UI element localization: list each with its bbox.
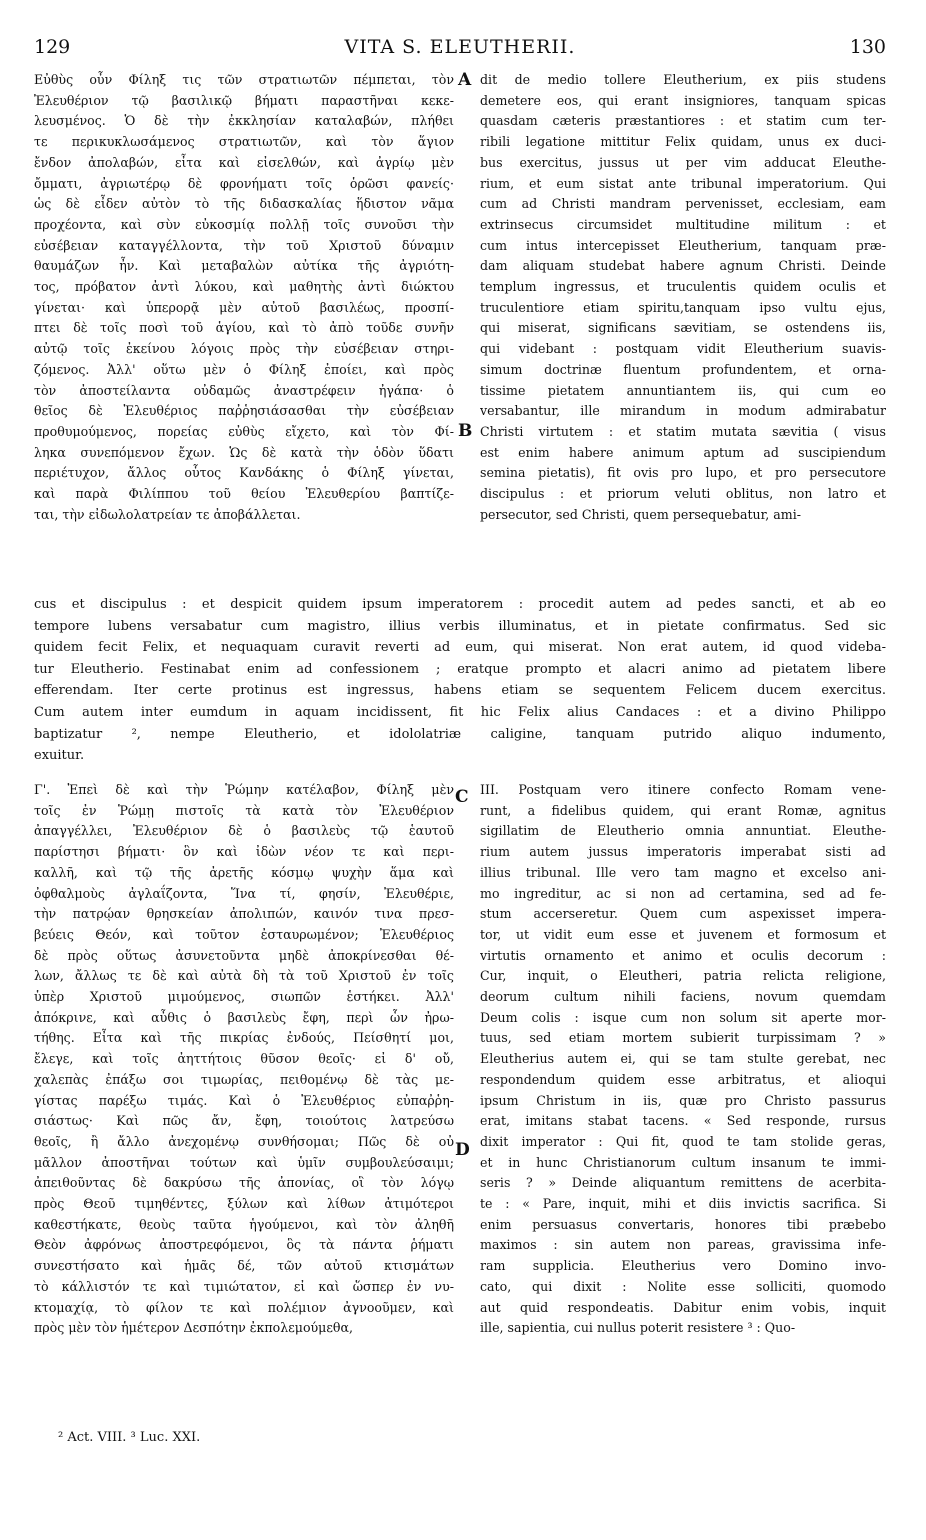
page-number-left: 129 bbox=[34, 36, 71, 58]
latin-text-line: ille, sapientia, cui nullus poterit resistere ³ : Quo- bbox=[480, 1320, 796, 1336]
latin-text-line: baptizatur ², nempe Eleutherio, et idololatriæ caligine, tanquam putrido aliquo indumento, bbox=[34, 726, 886, 742]
margin-marker-d: D bbox=[455, 1140, 470, 1160]
greek-text-line: συνεστήσατο καὶ ἡμᾶς δέ, τῶν αὐτοῦ κτισμάτων bbox=[34, 1258, 454, 1274]
latin-text-line: ram supplicia. Eleutherius vero Domino invo- bbox=[480, 1258, 886, 1274]
latin-text-line: sigillatim de Eleutherio omnia annuntiat. Eleuthe- bbox=[480, 823, 886, 839]
greek-text-line: μᾶλλον ἀποστῆναι τούτων καὶ ὑμῖν συμβουλεύσαιμι; bbox=[34, 1154, 454, 1170]
greek-column-bottom bbox=[34, 780, 454, 1339]
greek-text-line: παρίστησι βήματι· ὃν καὶ ἰδὼν νέον τε καὶ περι- bbox=[34, 844, 454, 860]
latin-text-line: demetere eos, qui erant insigniores, tanquam spicas bbox=[480, 92, 886, 108]
greek-text-line: χαλεπὰς ἐπάξω σοι τιμωρίας, πειθομένῳ δὲ τὰς με- bbox=[34, 1071, 454, 1087]
latin-text-line: cum ad Christi mandram pervenisset, ecclesiam, eam bbox=[480, 196, 886, 212]
latin-text-line: est enim habere animum aptum ad suscipiendum bbox=[480, 444, 886, 460]
greek-text-line: τήθης. Εἶτα καὶ τῆς πικρίας ἐνδούς, Πείσθητί μοι, bbox=[34, 1030, 454, 1046]
latin-text-line: Eleutherius autem ei, qui se tam stulte gerebat, nec bbox=[480, 1051, 886, 1067]
latin-text-line: quasdam cæteris præstantiores : et statim cum ter- bbox=[480, 113, 886, 129]
greek-text-line: λων, ἄλλως τε δὲ καὶ αὐτὰ δὴ τὰ τοῦ Χριστοῦ ἐν τοῖς bbox=[34, 968, 454, 984]
greek-text-line: ὄμματι, ἀγριωτέρῳ δὲ φρονήματι τοῖς ὁρῶσι φανείς· bbox=[34, 175, 454, 191]
latin-column-top bbox=[480, 70, 886, 525]
latin-full-width-paragraph bbox=[34, 594, 886, 767]
greek-text-line: γίνεται· καὶ ὑπερορᾷ μὲν αὐτοῦ βασιλέως, προσπί- bbox=[34, 299, 454, 315]
latin-text-line: dit de medio tollere Eleutherium, ex piis studens bbox=[480, 72, 886, 87]
greek-text-line: γίστας παρέξω τιμάς. Καὶ ὁ Ἐλευθέριος εὐπαῤῥη- bbox=[34, 1092, 454, 1108]
latin-text-line: tuus, sed etiam mortem subierit turpissimam ? » bbox=[480, 1030, 886, 1046]
latin-text-line: rium, et eum sistat ante tribunal imperatorium. Qui bbox=[480, 175, 886, 191]
latin-text-line: cato, qui dixit : Nolite esse solliciti, quomodo bbox=[480, 1278, 886, 1294]
latin-text-line: runt, a fidelibus quidem, qui erant Romæ, agnitus bbox=[480, 802, 886, 818]
latin-text-line: Cur, inquit, o Eleutheri, patria relicta religione, bbox=[480, 968, 886, 984]
latin-text-line: seris ? » Deinde aliquantum remittens de acerbita- bbox=[480, 1175, 886, 1191]
greek-text-line: Ἐλευθέριον τῷ βασιλικῷ βήματι παραστῆναι κεκε- bbox=[34, 92, 454, 108]
greek-text-line: θαυμάζων ἦν. Καὶ μεταβαλὼν αὐτίκα τῆς ἀγριότη- bbox=[34, 258, 454, 274]
greek-text-line: λευσμένος. Ὁ δὲ τὴν ἐκκλησίαν καταλαβών, πλήθει bbox=[34, 113, 454, 129]
latin-text-line: te : « Pare, inquit, mihi et diis invictis sacrifica. Si bbox=[480, 1196, 886, 1212]
greek-text-line: πτει δὲ τοῖς ποσὶ τοῦ ἁγίου, καὶ τὸ ἀπὸ τοῦδε συνῆν bbox=[34, 320, 454, 336]
greek-text-line: ἔνδον ἀπολαβών, εἶτα καὶ εἰσελθών, καὶ ἀγρίῳ μὲν bbox=[34, 154, 454, 170]
latin-text-line: deorum cultum nihili faciens, novum quemdam bbox=[480, 989, 886, 1005]
greek-text-line: ἀπόκρινε, καὶ αὖθις ὁ βασιλεὺς ἔφη, περὶ ὧν ἠρω- bbox=[34, 1009, 454, 1025]
latin-text-line: quidem fecit Felix, et nequaquam curavit reverti ad eum, qui miserat. Non erat autem, id quod videba- bbox=[34, 640, 886, 656]
latin-text-line: respondendum quidem esse arbitratus, et alioqui bbox=[480, 1071, 886, 1087]
page-number-right: 130 bbox=[849, 36, 886, 58]
latin-text-line: Deum colis : isque cum non solum sit aperte mor- bbox=[480, 1009, 886, 1025]
greek-column-top bbox=[34, 70, 454, 525]
latin-text-line: aut quid respondeatis. Dabitur enim vobis, inquit bbox=[480, 1299, 886, 1315]
latin-text-line: persecutor, sed Christi, quem persequebatur, ami- bbox=[480, 506, 801, 522]
latin-text-line: et in hunc Christianorum cultum insanum te immi- bbox=[480, 1154, 886, 1170]
greek-text-line: καθεστήκατε, θεοὺς ταῦτα ἡγούμενοι, καὶ τὸν ἀληθῆ bbox=[34, 1216, 454, 1232]
latin-text-line: Cum autem inter eumdum in aquam incidissent, fit hic Felix alius Candaces : et a divino Philippo bbox=[34, 704, 886, 720]
margin-marker-c: C bbox=[455, 787, 469, 807]
latin-text-line: extrinsecus circumsidet multitudine militum : et bbox=[480, 216, 886, 232]
latin-text-line: enim persuasus convertaris, honores tibi præbebo bbox=[480, 1216, 886, 1232]
greek-text-line: καλλῆ, καὶ τῷ τῆς ἀρετῆς κόσμῳ ψυχὴν ἅμα καὶ bbox=[34, 864, 454, 880]
footnotes: ² Act. VIII. ³ Luc. XXI. bbox=[58, 1430, 201, 1445]
latin-text-line: ribili legatione mittitur Felix quidam, unus ex duci- bbox=[480, 134, 886, 150]
greek-text-line: πρὸς Θεοῦ τιμηθέντες, ξύλων καὶ λίθων ἀτιμότεροι bbox=[34, 1196, 454, 1212]
latin-text-line: illius tribunal. Ille vero tam magno et excelso ani- bbox=[480, 864, 886, 880]
latin-text-line: dam aliquam studebat habere agnum Christi. Deinde bbox=[480, 258, 886, 274]
margin-marker-a: A bbox=[458, 70, 472, 90]
greek-text-line: πρὸς μὲν τὸν ἡμέτερον Δεσπότην ἐκπολεμούμεθα, bbox=[34, 1320, 353, 1336]
latin-text-line: exuitur. bbox=[34, 748, 85, 764]
greek-text-line: τε περικυκλωσάμενος στρατιωτῶν, καὶ τὸν ἅγιον bbox=[34, 134, 454, 150]
latin-text-line: templum ingressus, et truculentis quidem oculis et bbox=[480, 279, 886, 295]
greek-text-line: ληκα συνεπόμενον ἔχων. Ὡς δὲ κατὰ τὴν ὁδὸν ὕδατι bbox=[34, 444, 454, 460]
greek-text-line: τος, πρόβατον ἀντὶ λύκου, καὶ μαθητὴς ἀντὶ διώκτου bbox=[34, 279, 454, 295]
greek-text-line: ὑπὲρ Χριστοῦ μιμούμενος, σιωπῶν ἑστήκει. Ἀλλ' bbox=[34, 989, 454, 1005]
greek-text-line: δὲ πρὸς οὕτως ἀσυνετοῦντα μηδὲ ἀποκρίνεσθαι θέ- bbox=[34, 947, 454, 963]
greek-text-line: Θεὸν ἀφρόνως ἀποστρεφόμενοι, ὃς τὰ πάντα ῥήματι bbox=[34, 1237, 454, 1253]
latin-text-line: qui videbant : postquam vidit Eleutherium suavis- bbox=[480, 341, 886, 357]
greek-text-line: τὸ κάλλιστόν τε καὶ τιμιώτατον, εἰ καὶ ὥσπερ ἐν νυ- bbox=[34, 1278, 454, 1294]
latin-column-bottom bbox=[480, 780, 886, 1339]
latin-text-line: tor, ut vidit eum esse et juvenem et formosum et bbox=[480, 926, 886, 942]
greek-text-line: ζόμενος. Ἀλλ' οὕτω μὲν ὁ Φίληξ ἐποίει, καὶ πρὸς bbox=[34, 361, 454, 377]
latin-text-line: dixit imperator : Qui fit, quod te tam stolide geras, bbox=[480, 1133, 886, 1149]
latin-text-line: maximos : sin autem non pareas, gravissima infe- bbox=[480, 1237, 886, 1253]
greek-text-line: τὸν ἀποστείλαντα οὐδαμῶς ἀναστρέφειν ἠγάπα· ὁ bbox=[34, 382, 454, 398]
latin-text-line: mo ingreditur, ac si non ad certamina, sed ad fe- bbox=[480, 885, 886, 901]
greek-text-line: κτομαχίᾳ, τὸ φίλον τε καὶ πολέμιον ἀγνοοῦμεν, καὶ bbox=[34, 1299, 454, 1315]
greek-text-line: εὐσέβειαν καταγγέλλοντα, τὴν τοῦ Χριστοῦ δύναμιν bbox=[34, 237, 454, 253]
margin-marker-b: B bbox=[458, 421, 473, 441]
greek-text-line: βεύεις Θεόν, καὶ τοῦτον ἐσταυρωμένον; Ἐλευθέριος bbox=[34, 926, 454, 942]
greek-text-line: καὶ παρὰ Φιλίππου τοῦ θείου Ἐλευθερίου βαπτίζε- bbox=[34, 486, 454, 502]
greek-text-line: θεοῖς, ἢ ἄλλο ἀνεχομένῳ συνθήσομαι; Πῶς δὲ οὐ bbox=[34, 1133, 454, 1149]
greek-text-line: ὀφθαλμοὺς ἀγλαΐζοντα, Ἵνα τί, φησίν, Ἐλευθέριε, bbox=[34, 885, 454, 901]
latin-text-line: virtutis ornamento et animo et oculis decorum : bbox=[480, 947, 886, 963]
latin-text-line: ipsum Christum in iis, quæ pro Christo passurus bbox=[480, 1092, 886, 1108]
greek-text-line: ται, τὴν εἰδωλολατρείαν τε ἀποβάλλεται. bbox=[34, 506, 301, 522]
greek-text-line: ὡς δὲ εἶδεν αὐτὸν τὸ τῆς διδασκαλίας ἥδιστον νᾶμα bbox=[34, 196, 454, 212]
greek-text-line: ἀπειθοῦντας δὲ δακρύσω τῆς ἀπονίας, οἳ τὸν λόγῳ bbox=[34, 1175, 454, 1191]
greek-text-line: ἔλεγε, καὶ τοῖς ἀηττήτοις θῦσον θεοῖς· εἰ δ' οὔ, bbox=[34, 1051, 454, 1067]
page-header bbox=[34, 36, 886, 66]
greek-text-line: Εὐθὺς οὖν Φίληξ τις τῶν στρατιωτῶν πέμπεται, τὸν bbox=[34, 72, 454, 87]
greek-text-line: προθυμούμενος, πορείας εὐθὺς εἴχετο, καὶ τὸν Φί- bbox=[34, 423, 454, 439]
latin-text-line: stum accerseretur. Quem cum aspexisset impera- bbox=[480, 906, 886, 922]
greek-text-line: θεῖος δὲ Ἐλευθέριος παῤῥησιάσασθαι τὴν εὐσέβειαν bbox=[34, 403, 454, 419]
latin-text-line: Christi virtutem : et statim mutata sævitia ( visus bbox=[480, 423, 886, 439]
latin-text-line: bus exercitus, jussus ut per vim adducat Eleuthe- bbox=[480, 154, 886, 170]
latin-text-line: discipulus : et priorum veluti oblitus, non latro et bbox=[480, 486, 886, 502]
latin-text-line: semina pietatis), fit ovis pro lupo, et pro persecutore bbox=[480, 465, 886, 481]
latin-text-line: versabantur, ille mirandum in modum admirabatur bbox=[480, 403, 886, 419]
latin-text-line: efferendam. Iter certe protinus est ingressus, habens etiam se sequentem Felicem ducem exercitus. bbox=[34, 683, 886, 699]
greek-text-line: ἀπαγγέλλει, Ἐλευθέριον δὲ ὁ βασιλεὺς τῷ ἑαυτοῦ bbox=[34, 823, 454, 839]
latin-text-line: qui miserat, significans sævitiam, se ostendens iis, bbox=[480, 320, 886, 336]
latin-text-line: tur Eleutherio. Festinabat enim ad confessionem ; eratque prompto et alacri animo ad pietatem libere bbox=[34, 661, 886, 677]
latin-text-line: rium autem jussus imperatoris imperabat sisti ad bbox=[480, 844, 886, 860]
greek-text-line: τὴν πατρῴαν θρησκείαν ἀπολιπών, καινόν τινα πρεσ- bbox=[34, 906, 454, 922]
greek-text-line: τοῖς ἐν Ῥώμῃ πιστοῖς τὰ κατὰ τὸν Ἐλευθέριον bbox=[34, 802, 454, 818]
greek-text-line: προχέοντα, καὶ σὺν εὐκοσμίᾳ πολλῇ τοῖς συνοῦσι τὴν bbox=[34, 216, 454, 232]
latin-text-line: erat, imitans stabat tacens. « Sed responde, rursus bbox=[480, 1113, 886, 1129]
greek-text-line: περιέτυχον, ἄλλος οὗτος Κανδάκης ὁ Φίληξ γίνεται, bbox=[34, 465, 454, 481]
greek-text-line: αὐτῷ τοῖς ἐκείνου λόγοις πρὸς τὴν εὐσέβειαν στηρι- bbox=[34, 341, 454, 357]
latin-text-line: III. Postquam vero itinere confecto Romam vene- bbox=[480, 782, 886, 797]
latin-text-line: truculentiore etiam spiritu,tanquam ipso vultu ejus, bbox=[480, 299, 886, 315]
latin-text-line: cus et discipulus : et despicit quidem ipsum imperatorem : procedit autem ad pedes sancti, et ab eo bbox=[34, 597, 886, 612]
running-title: VITA S. ELEUTHERII. bbox=[344, 36, 576, 58]
latin-text-line: tempore lubens versabatur cum magistro, illius verbis illuminatus, et in pietate confirmatus. Sed sic bbox=[34, 618, 886, 634]
latin-text-line: tissime pietatem annuntiantem iis, qui cum eo bbox=[480, 382, 886, 398]
greek-text-line: Γ'. Ἐπεὶ δὲ καὶ τὴν Ῥώμην κατέλαβον, Φίληξ μὲν bbox=[34, 782, 454, 797]
latin-text-line: cum intus intercepisset Eleutherium, tanquam præ- bbox=[480, 237, 886, 253]
greek-text-line: σιάστως· Καὶ πῶς ἄν, ἔφη, τοιούτοις λατρεύσω bbox=[34, 1113, 454, 1129]
latin-text-line: simum doctrinæ fluentum profundentem, et orna- bbox=[480, 361, 886, 377]
